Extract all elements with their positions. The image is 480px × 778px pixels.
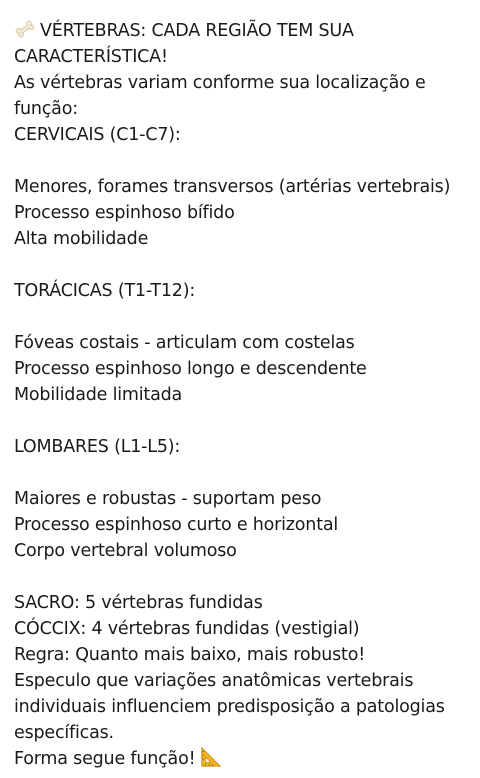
closing-line <box>14 746 474 772</box>
especulo-line-2: individuais influenciem predisposição a patologias <box>14 697 445 717</box>
lombares-item: Processo espinhoso curto e horizontal <box>14 515 339 535</box>
cervicais-item: Alta mobilidade <box>14 229 149 249</box>
spacer <box>14 564 474 590</box>
title-line-2: CARACTERÍSTICA! <box>14 47 168 67</box>
coccix-line: CÓCCIX: 4 vértebras fundidas (vestigial) <box>14 619 360 639</box>
cervicais-heading: CERVICAIS (C1-C7): <box>14 125 181 145</box>
title-text-1: VÉRTEBRAS: CADA REGIÃO TEM SUA <box>40 21 354 41</box>
triangular-ruler-icon <box>199 746 223 768</box>
spacer <box>14 408 474 434</box>
lombares-item: Maiores e robustas - suportam peso <box>14 489 322 509</box>
lombares-item: Corpo vertebral volumoso <box>14 541 237 561</box>
spacer <box>14 460 474 486</box>
especulo-line-3: específicas. <box>14 723 114 743</box>
bone-icon <box>14 18 36 40</box>
cervicais-item: Menores, forames transversos (artérias vertebrais) <box>14 177 451 197</box>
spacer <box>14 148 474 174</box>
toracicas-item: Mobilidade limitada <box>14 385 183 405</box>
intro-line-2: função: <box>14 99 78 119</box>
lombares-heading: LOMBARES (L1-L5): <box>14 437 181 457</box>
toracicas-item: Processo espinhoso longo e descendente <box>14 359 367 379</box>
sacro-line: SACRO: 5 vértebras fundidas <box>14 593 263 613</box>
cervicais-item: Processo espinhoso bífido <box>14 203 235 223</box>
title-line-1 <box>14 18 474 44</box>
closing-text: Forma segue função! <box>14 749 196 769</box>
intro-line-1: As vértebras variam conforme sua localização e <box>14 73 426 93</box>
spacer <box>14 252 474 278</box>
regra-line: Regra: Quanto mais baixo, mais robusto! <box>14 645 366 665</box>
post-body <box>14 18 474 772</box>
toracicas-heading: TORÁCICAS (T1-T12): <box>14 281 196 301</box>
especulo-line-1: Especulo que variações anatômicas vertebrais <box>14 671 414 691</box>
spacer <box>14 304 474 330</box>
toracicas-item: Fóveas costais - articulam com costelas <box>14 333 355 353</box>
